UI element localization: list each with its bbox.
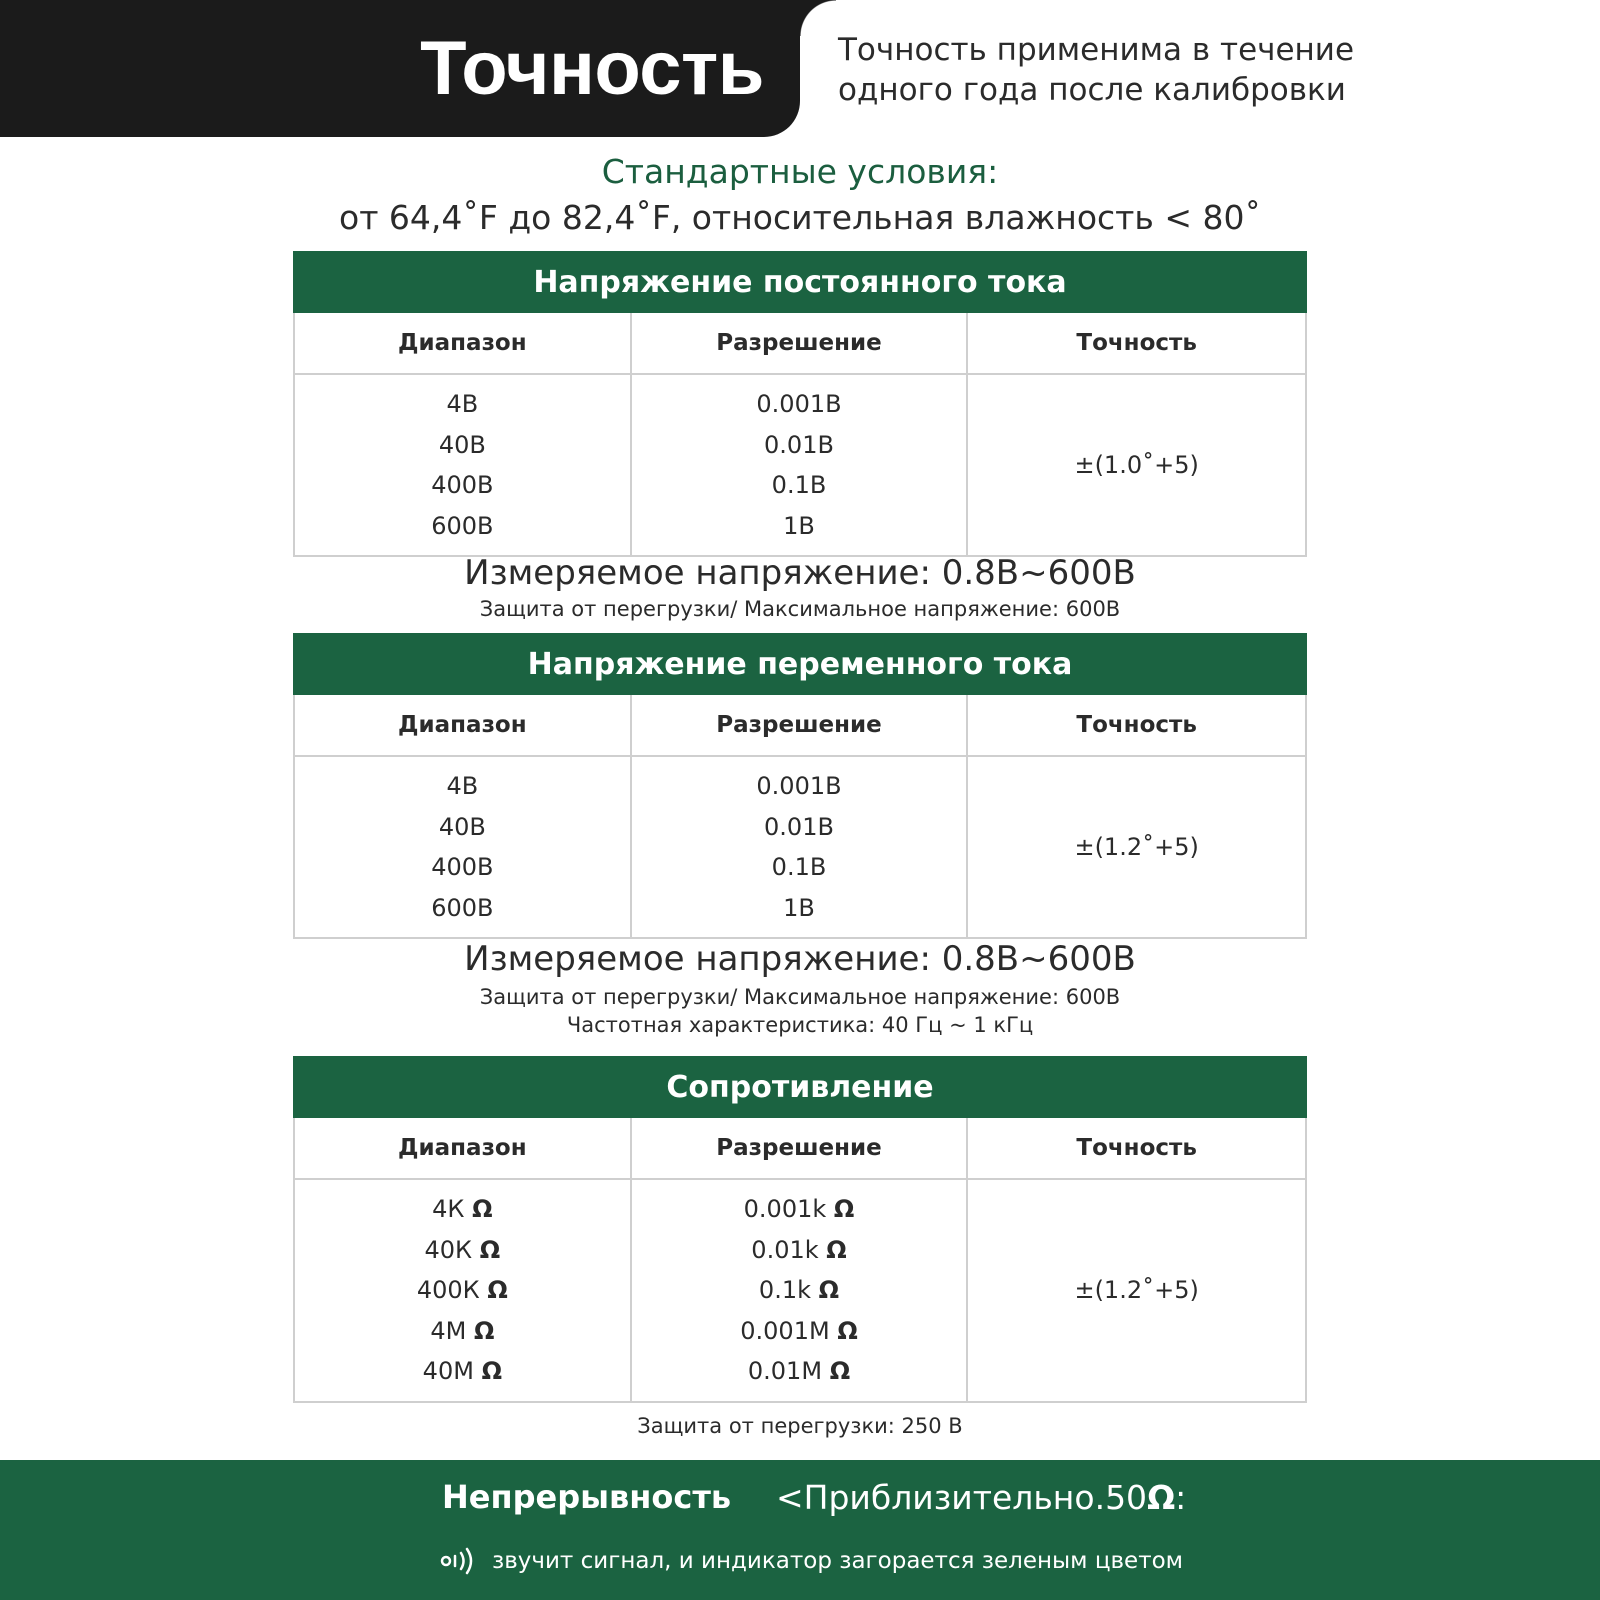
- continuity-description-text: звучит сигнал, и индикатор загорается зеленым цветом: [492, 1548, 1184, 1574]
- ac-voltage-grid: [293, 695, 1307, 939]
- ac-resolution-value: 0.01В: [764, 812, 834, 841]
- dc-resolution-value: 0.1В: [771, 471, 827, 499]
- resistance-title: Сопротивление: [293, 1056, 1307, 1118]
- header-note-line2: одного года после калибровки: [838, 72, 1346, 108]
- ac-range-value: 40В: [438, 812, 486, 841]
- dc-overload-protection: Защита от перегрузки/ Максимальное напряжение: 600В: [479, 597, 1121, 621]
- dc-accuracy-cell: [968, 375, 1305, 555]
- ohm-symbol: Ω: [481, 1357, 502, 1385]
- column-header-range: Диапазон: [295, 1118, 632, 1180]
- continuity-threshold-suffix: :: [1175, 1478, 1187, 1517]
- continuity-description: [440, 1546, 1183, 1576]
- resistance-range-value: [425, 1230, 501, 1271]
- dc-resolution-value: 0.01В: [764, 430, 834, 459]
- ac-range-cell: [295, 757, 632, 937]
- column-header-resolution: Разрешение: [632, 695, 969, 757]
- resistance-resolution-number: 0.01k: [751, 1235, 819, 1264]
- column-header-accuracy: Точность: [968, 313, 1305, 375]
- resistance-range-number: 4М: [430, 1316, 467, 1345]
- ac-measured-voltage: Измеряемое напряжение: 0.8В~600В: [464, 939, 1136, 979]
- dc-range-value: 40В: [438, 430, 486, 459]
- resistance-resolution-value: [744, 1189, 855, 1230]
- conditions-text: от 64,4˚F до 82,4˚F, относительная влажность < 80˚: [339, 198, 1261, 237]
- resistance-resolution-number: 0.01M: [747, 1357, 823, 1385]
- resistance-resolution-value: [751, 1230, 846, 1271]
- dc-range-value: 400В: [431, 471, 494, 499]
- ac-accuracy-cell: [968, 757, 1305, 937]
- header-note: [838, 30, 1578, 110]
- resistance-resolution-number: 0.001k: [743, 1195, 827, 1223]
- resistance-accuracy-cell: [968, 1180, 1305, 1401]
- resistance-range-number: 400К: [416, 1276, 480, 1304]
- ohm-symbol: Ω: [833, 1195, 855, 1223]
- dc-voltage-title: Напряжение постоянного тока: [293, 251, 1307, 313]
- sound-icon: [440, 1546, 480, 1576]
- ac-range-value: 400В: [431, 853, 494, 881]
- dc-resolution-cell: [632, 375, 969, 555]
- resistance-range-number: 4К: [432, 1195, 465, 1223]
- column-header-accuracy: Точность: [968, 695, 1305, 757]
- column-header-resolution: Разрешение: [632, 1118, 969, 1180]
- ac-range-value: 600В: [431, 893, 494, 922]
- continuity-threshold: [776, 1478, 1186, 1517]
- ac-overload-protection: Защита от перегрузки/ Максимальное напряжение: 600В: [479, 985, 1121, 1009]
- ohm-symbol: Ω: [487, 1276, 508, 1304]
- page-title: Точность: [420, 26, 764, 111]
- column-header-range: Диапазон: [295, 313, 632, 375]
- continuity-title: Непрерывность: [442, 1478, 732, 1516]
- ohm-symbol: Ω: [826, 1235, 847, 1264]
- resistance-resolution-cell: [632, 1180, 969, 1401]
- column-header-accuracy: Точность: [968, 1118, 1305, 1180]
- resistance-table: [293, 1056, 1307, 1403]
- dc-accuracy-value: ±(1.0˚+5): [1074, 450, 1199, 479]
- ohm-symbol: Ω: [472, 1195, 493, 1223]
- dc-voltage-grid: [293, 313, 1307, 557]
- resistance-range-value: [430, 1311, 494, 1352]
- dc-resolution-value: 0.001В: [756, 390, 842, 418]
- ac-resolution-cell: [632, 757, 969, 937]
- dc-range-value: 600В: [431, 511, 494, 540]
- dc-range-cell: [295, 375, 632, 555]
- resistance-range-cell: [295, 1180, 632, 1401]
- resistance-resolution-number: 0.1k: [758, 1276, 811, 1304]
- ohm-symbol: Ω: [818, 1276, 840, 1304]
- resistance-range-value: [432, 1189, 492, 1230]
- continuity-footer: [0, 1460, 1600, 1600]
- header-note-line1: Точность применима в течение: [838, 32, 1355, 68]
- resistance-resolution-number: 0.001M: [740, 1316, 830, 1345]
- ac-voltage-title: Напряжение переменного тока: [293, 633, 1307, 695]
- continuity-threshold-text: <Приблизительно.50: [776, 1478, 1148, 1517]
- ac-resolution-value: 0.1В: [771, 853, 827, 881]
- dc-measured-voltage: Измеряемое напряжение: 0.8В~600В: [464, 553, 1136, 593]
- resistance-accuracy-value: ±(1.2˚+5): [1074, 1276, 1199, 1304]
- ac-resolution-value: 0.001В: [756, 772, 842, 800]
- ohm-symbol: Ω: [1147, 1478, 1176, 1517]
- ac-accuracy-value: ±(1.2˚+5): [1074, 832, 1199, 861]
- resistance-range-value: [423, 1351, 502, 1392]
- ohm-symbol: Ω: [473, 1316, 495, 1345]
- resistance-resolution-value: [740, 1311, 857, 1352]
- resistance-resolution-value: [748, 1351, 850, 1392]
- resistance-range-number: 40М: [422, 1357, 474, 1385]
- ac-voltage-table: [293, 633, 1307, 939]
- resistance-grid: [293, 1118, 1307, 1403]
- dc-resolution-value: 1В: [783, 511, 815, 540]
- resistance-overload-protection: Защита от перегрузки: 250 В: [637, 1414, 963, 1438]
- ac-resolution-value: 1В: [783, 893, 815, 922]
- ohm-symbol: Ω: [837, 1316, 858, 1345]
- dc-voltage-table: [293, 251, 1307, 557]
- column-header-range: Диапазон: [295, 695, 632, 757]
- column-header-resolution: Разрешение: [632, 313, 969, 375]
- ac-range-value: 4В: [446, 772, 479, 800]
- resistance-range-value: [417, 1270, 508, 1311]
- dc-range-value: 4В: [446, 390, 479, 418]
- ac-frequency-response: Частотная характеристика: 40 Гц ~ 1 кГц: [566, 1013, 1034, 1037]
- resistance-range-number: 40К: [424, 1235, 473, 1264]
- ohm-symbol: Ω: [479, 1235, 501, 1264]
- resistance-resolution-value: [759, 1270, 839, 1311]
- conditions-title: Стандартные условия:: [601, 152, 999, 191]
- ohm-symbol: Ω: [829, 1357, 851, 1385]
